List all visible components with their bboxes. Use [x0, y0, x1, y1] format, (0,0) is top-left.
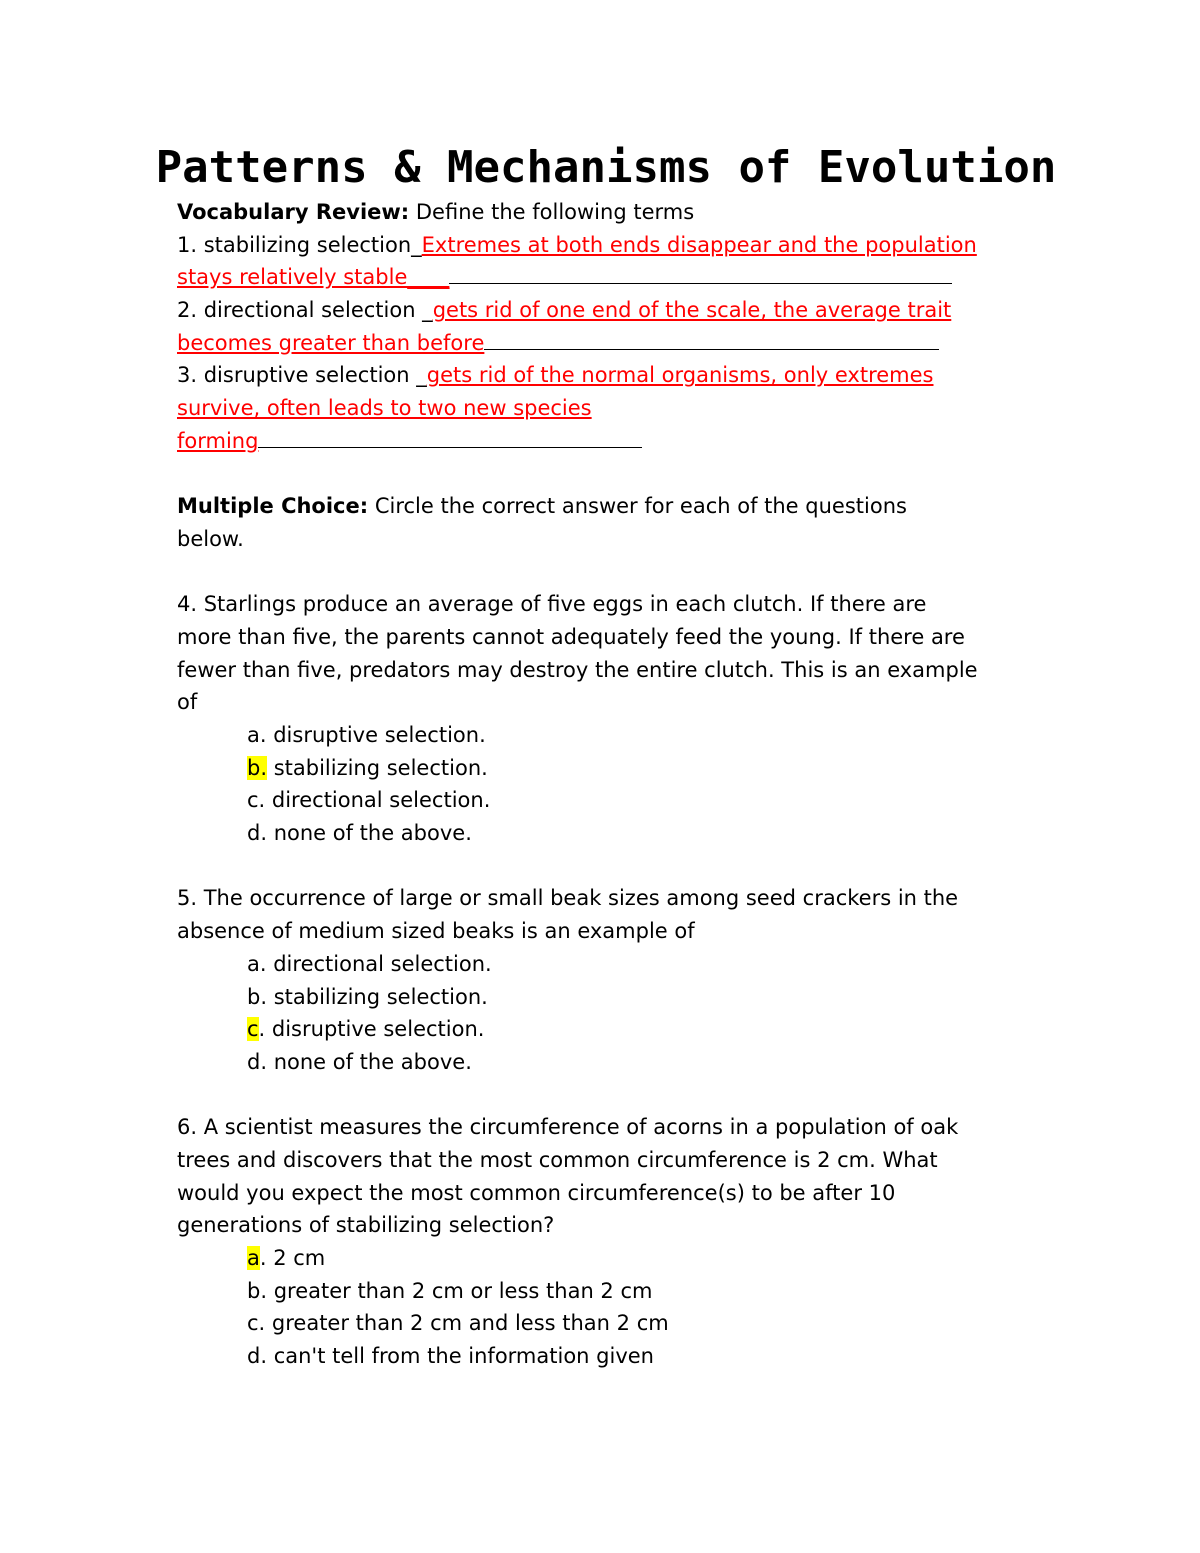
question-4 [177, 588, 1037, 850]
question-text: 5. The occurrence of large or small beak sizes among seed crackers in the [177, 886, 959, 911]
mc-instruction: Circle the correct answer for each of the questions [374, 494, 907, 519]
spacer [177, 556, 1037, 589]
mc-instruction-cont: below. [177, 526, 244, 551]
vocab-item-2-line-1 [177, 294, 1037, 327]
vocab-item-3-line-3 [177, 425, 1037, 458]
vocab-answer: Extremes at both ends disappear and the population [421, 232, 977, 257]
question-text: generations of stabilizing selection? [177, 1213, 555, 1238]
option-a[interactable] [177, 719, 1037, 752]
vocab-item-3-line-2 [177, 392, 1037, 425]
option-text: . greater than 2 cm or less than 2 cm [260, 1278, 653, 1303]
vocab-answer: becomes greater than before [177, 330, 485, 355]
option-b[interactable] [177, 1275, 1037, 1308]
option-text: . none of the above. [260, 1049, 472, 1074]
vocab-answer: stays relatively stable____ [177, 265, 450, 290]
option-letter-highlighted: b. [247, 755, 268, 780]
option-letter: c [247, 788, 259, 813]
vocab-answer: forming [177, 428, 259, 453]
vocab-item-1-line-1 [177, 229, 1037, 262]
option-b[interactable] [177, 752, 1037, 785]
option-text: . can't tell from the information given [260, 1344, 654, 1369]
vocab-term: 2. directional selection _ [177, 298, 433, 323]
option-a[interactable] [177, 948, 1037, 981]
option-text: . directional selection. [259, 951, 492, 976]
page-title: Patterns & Mechanisms of Evolution [155, 142, 1057, 193]
spacer [177, 850, 1037, 883]
mc-heading: Multiple Choice: [177, 494, 369, 519]
option-d[interactable] [177, 1046, 1037, 1079]
option-letter: b [247, 984, 261, 1009]
vocab-answer: gets rid of one end of the scale, the average trait [432, 298, 952, 323]
option-text: . disruptive selection. [259, 723, 486, 747]
option-letter-highlighted: c [247, 1017, 259, 1042]
option-a[interactable] [177, 1242, 1037, 1275]
vocab-header [177, 196, 1037, 229]
option-text: . 2 cm [259, 1246, 326, 1270]
option-letter-highlighted: a [247, 1246, 260, 1270]
option-b[interactable] [177, 981, 1037, 1014]
vocab-item-2-line-2 [177, 327, 1037, 360]
worksheet-content [177, 196, 1037, 1373]
question-6 [177, 1111, 1037, 1373]
option-d[interactable] [177, 1340, 1037, 1373]
question-text: 6. A scientist measures the circumference of acorns in a population of oak [177, 1115, 959, 1140]
spacer [177, 1079, 1037, 1112]
vocab-answer: gets rid of the normal organisms, only extremes [426, 363, 934, 388]
mc-header [177, 490, 1037, 523]
option-d[interactable] [177, 817, 1037, 850]
vocab-answer: survive, often leads to two new species [177, 396, 592, 421]
option-c[interactable] [177, 1013, 1037, 1046]
answer-blank-line [484, 327, 939, 350]
option-letter: b [247, 1278, 261, 1303]
option-letter: a [247, 723, 260, 747]
option-c[interactable] [177, 784, 1037, 817]
vocab-term: 1. stabilizing selection_ [177, 232, 422, 257]
vocab-term: 3. disruptive selection _ [177, 363, 427, 388]
answer-blank-line [258, 425, 642, 448]
option-letter: d [247, 1344, 261, 1369]
question-text: trees and discovers that the most common circumference is 2 cm. What [177, 1147, 938, 1172]
option-text: . greater than 2 cm and less than 2 cm [258, 1311, 669, 1336]
option-text: stabilizing selection. [267, 755, 488, 780]
option-text: . stabilizing selection. [260, 984, 488, 1009]
option-letter: a [247, 951, 260, 976]
question-5 [177, 882, 1037, 1078]
vocab-instruction: Define the following terms [415, 200, 695, 224]
answer-blank-line [449, 261, 952, 284]
vocab-item-1-line-2 [177, 261, 1037, 294]
option-text: . directional selection. [258, 788, 491, 813]
vocab-heading: Vocabulary Review: [177, 200, 410, 224]
vocab-item-3-line-1 [177, 359, 1037, 392]
option-text: . none of the above. [260, 821, 472, 846]
question-text: 4. Starlings produce an average of five eggs in each clutch. If there are [177, 592, 927, 617]
option-letter: d [247, 821, 261, 846]
spacer [177, 458, 1037, 491]
option-c[interactable] [177, 1307, 1037, 1340]
question-text: more than five, the parents cannot adequately feed the young. If there are [177, 624, 965, 649]
option-letter: c [247, 1311, 259, 1336]
option-letter: d [247, 1049, 261, 1074]
question-text: would you expect the most common circumference(s) to be after 10 [177, 1180, 896, 1205]
option-text: . disruptive selection. [258, 1017, 485, 1042]
question-text: absence of medium sized beaks is an example of [177, 919, 695, 944]
question-text: of [177, 690, 198, 715]
question-text: fewer than five, predators may destroy the entire clutch. This is an example [177, 657, 978, 682]
